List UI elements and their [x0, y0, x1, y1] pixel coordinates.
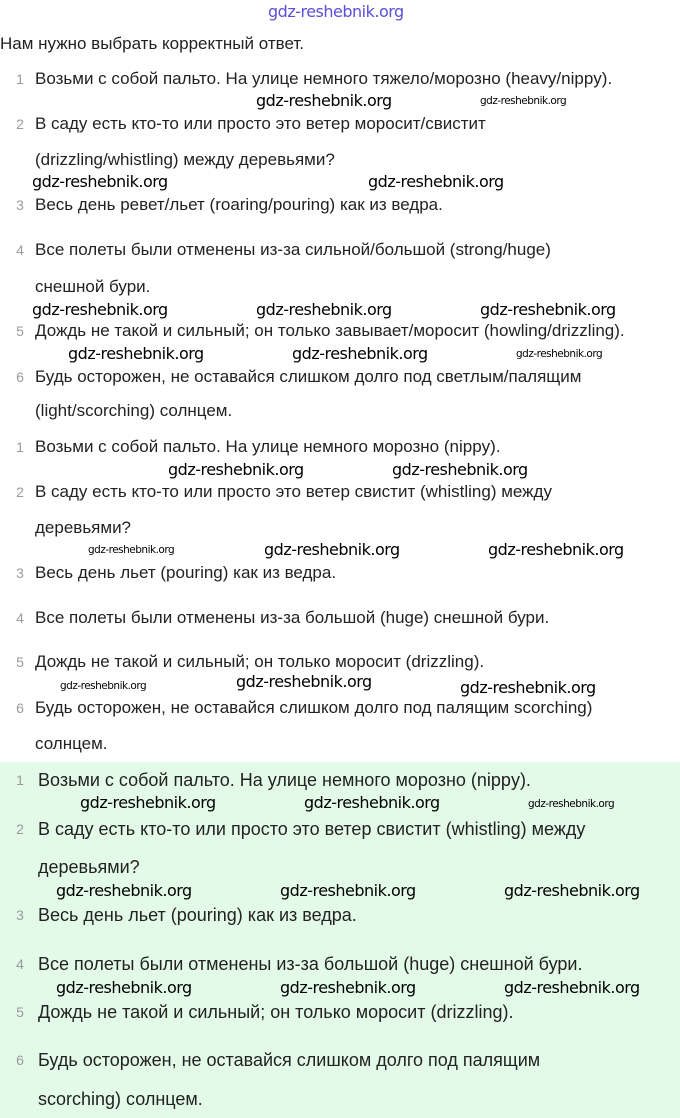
intro-text: Нам нужно выбрать корректный ответ. — [0, 34, 304, 53]
watermark-text: gdz-reshebnik.org — [460, 678, 596, 697]
item-number: 5 — [16, 323, 24, 339]
watermark-text: gdz-reshebnik.org — [56, 978, 192, 997]
item-text-line: (light/scorching) солнцем. — [35, 401, 233, 420]
watermark-text: gdz-reshebnik.org — [60, 680, 147, 692]
watermark-text: gdz-reshebnik.org — [392, 460, 528, 479]
watermark-text: gdz-reshebnik.org — [56, 881, 192, 900]
watermark-text: gdz-reshebnik.org — [280, 881, 416, 900]
watermark-text: gdz-reshebnik.org — [256, 300, 392, 319]
item-text-line: Будь осторожен, не оставайся слишком долго под палящим — [38, 1050, 541, 1070]
site-watermark-header: gdz-reshebnik.org — [268, 2, 404, 21]
item-text-line: снешной бури. — [35, 277, 151, 296]
watermark-text: gdz-reshebnik.org — [280, 978, 416, 997]
item-number: 1 — [16, 439, 24, 455]
watermark-text: gdz-reshebnik.org — [368, 172, 504, 191]
item-number: 2 — [16, 821, 24, 837]
item-text-line: Все полеты были отменены из-за большой (huge) снешной бури. — [35, 608, 550, 627]
item-text-line: В саду есть кто-то или просто это ветер моросит/свистит — [35, 114, 486, 133]
item-text-line: Дождь не такой и сильный; он только завывает/моросит (howling/drizzling). — [35, 321, 625, 340]
item-number: 2 — [16, 116, 24, 132]
item-text-line: Возьми с собой пальто. На улице немного тяжело/морозно (heavy/nippy). — [35, 69, 613, 88]
watermark-text: gdz-reshebnik.org — [264, 540, 400, 559]
item-text-line: Дождь не такой и сильный; он только моросит (drizzling). — [38, 1002, 514, 1022]
item-number: 4 — [16, 242, 24, 258]
item-text-line: В саду есть кто-то или просто это ветер свистит (whistling) между — [35, 482, 552, 501]
item-text-line: scorching) солнцем. — [38, 1089, 203, 1109]
watermark-text: gdz-reshebnik.org — [88, 544, 175, 556]
item-number: 6 — [16, 700, 24, 716]
item-text-line: Все полеты были отменены из-за сильной/большой (strong/huge) — [35, 240, 551, 259]
item-text-line: Будь осторожен, не оставайся слишком долго под светлым/палящим — [35, 367, 582, 386]
item-number: 4 — [16, 956, 24, 972]
watermark-text: gdz-reshebnik.org — [304, 793, 440, 812]
item-number: 3 — [16, 907, 24, 923]
item-text-line: солнцем. — [35, 734, 108, 753]
item-number: 1 — [16, 71, 24, 87]
item-text-line: деревьями? — [38, 857, 140, 877]
watermark-text: gdz-reshebnik.org — [68, 344, 204, 363]
item-text-line: Возьми с собой пальто. На улице немного морозно (nippy). — [35, 437, 501, 456]
item-text-line: деревьями? — [35, 518, 132, 537]
item-number: 2 — [16, 484, 24, 500]
item-text-line: (drizzling/whistling) между деревьями? — [35, 150, 335, 169]
watermark-text: gdz-reshebnik.org — [504, 978, 640, 997]
item-number: 1 — [16, 772, 24, 788]
watermark-text: gdz-reshebnik.org — [488, 540, 624, 559]
item-text-line: Все полеты были отменены из-за большой (huge) снешной бури. — [38, 954, 583, 974]
watermark-text: gdz-reshebnik.org — [480, 95, 567, 107]
watermark-text: gdz-reshebnik.org — [528, 798, 615, 810]
item-number: 3 — [16, 565, 24, 581]
item-text-line: В саду есть кто-то или просто это ветер свистит (whistling) между — [38, 819, 586, 839]
item-number: 5 — [16, 654, 24, 670]
item-number: 3 — [16, 197, 24, 213]
item-number: 6 — [16, 1052, 24, 1068]
watermark-text: gdz-reshebnik.org — [256, 91, 392, 110]
watermark-text: gdz-reshebnik.org — [504, 881, 640, 900]
item-number: 4 — [16, 610, 24, 626]
item-number: 6 — [16, 369, 24, 385]
watermark-text: gdz-reshebnik.org — [32, 172, 168, 191]
item-text-line: Дождь не такой и сильный; он только моросит (drizzling). — [35, 652, 485, 671]
item-number: 5 — [16, 1004, 24, 1020]
item-text-line: Будь осторожен, не оставайся слишком долго под палящим scorching) — [35, 698, 593, 717]
watermark-text: gdz-reshebnik.org — [480, 300, 616, 319]
watermark-text: gdz-reshebnik.org — [516, 348, 603, 360]
watermark-text: gdz-reshebnik.org — [32, 300, 168, 319]
watermark-text: gdz-reshebnik.org — [80, 793, 216, 812]
watermark-text: gdz-reshebnik.org — [292, 344, 428, 363]
item-text-line: Весь день льет (pouring) как из ведра. — [38, 905, 357, 925]
item-text-line: Весь день льет (pouring) как из ведра. — [35, 563, 337, 582]
watermark-text: gdz-reshebnik.org — [168, 460, 304, 479]
item-text-line: Весь день ревет/льет (roaring/pouring) как из ведра. — [35, 195, 443, 214]
watermark-text: gdz-reshebnik.org — [236, 672, 372, 691]
item-text-line: Возьми с собой пальто. На улице немного морозно (nippy). — [38, 770, 531, 790]
